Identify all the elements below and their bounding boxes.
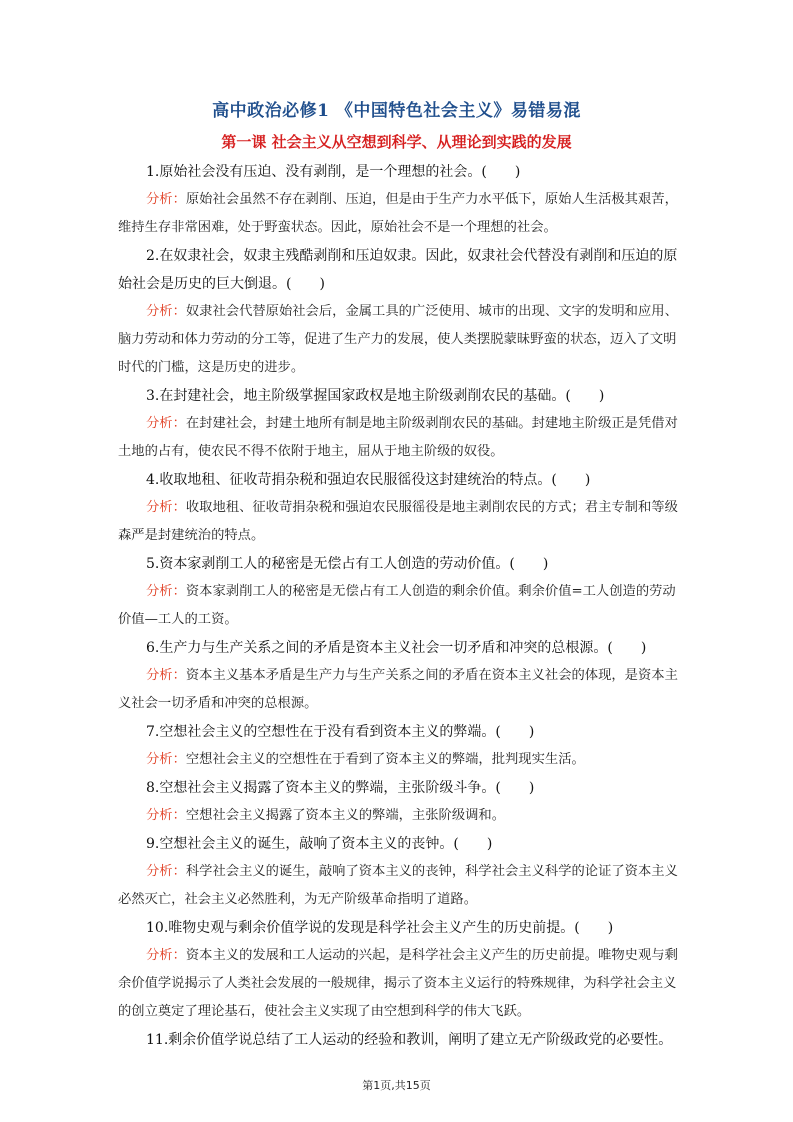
analysis-label: 分析： <box>146 752 186 767</box>
analysis-label: 分析： <box>146 668 186 683</box>
question-9: 9.空想社会主义的诞生，敲响了资本主义的丧钟。( ) <box>146 836 493 852</box>
analysis-text: 资本主义的发展和工人运动的兴起，是科学社会主义产生的历史前提。唯物史观与剩余价值学说揭示了人类社会发展的一般规律，揭示了资本主义运行的特殊规律，为科学社会主义的创立奠定了理论基石，使社会主义实现了由空想到科学的伟大飞跃。 <box>118 948 678 1019</box>
analysis-label: 分析： <box>146 500 186 515</box>
page-number: 第1页,共15页 <box>362 1079 431 1092</box>
analysis-text: 空想社会主义揭露了资本主义的弊端，主张阶级调和。 <box>185 808 506 823</box>
lesson-title: 第一课 社会主义从空想到科学、从理论到实践的发展 <box>221 133 572 151</box>
question-6: 6.生产力与生产关系之间的矛盾是资本主义社会一切矛盾和冲突的总根源。( ) <box>146 640 647 656</box>
analysis-label: 分析： <box>146 304 186 319</box>
analysis-label: 分析： <box>146 584 186 599</box>
analysis-2 <box>118 298 678 382</box>
question-2: 2.在奴隶社会，奴隶主残酷剥削和压迫奴隶。因此，奴隶社会代替没有剥削和压迫的原始社会是历史的巨大倒退。( ) <box>118 248 678 292</box>
analysis-10 <box>118 942 678 1026</box>
question-7: 7.空想社会主义的空想性在于没有看到资本主义的弊端。( ) <box>146 724 535 740</box>
analysis-3 <box>118 410 678 466</box>
question-4: 4.收取地租、征收苛捐杂税和强迫农民服徭役这封建统治的特点。( ) <box>146 472 591 488</box>
question-list <box>118 158 678 1054</box>
analysis-text: 收取地租、征收苛捐杂税和强迫农民服徭役是地主剥削农民的方式；君主专制和等级森严是封建统治的特点。 <box>118 500 678 543</box>
analysis-text: 资本主义基本矛盾是生产力与生产关系之间的矛盾在资本主义社会的体现，是资本主义社会一切矛盾和冲突的总根源。 <box>118 668 678 711</box>
analysis-4 <box>118 494 678 550</box>
analysis-8 <box>118 802 678 830</box>
analysis-label: 分析： <box>146 864 186 879</box>
analysis-label: 分析： <box>146 416 186 431</box>
analysis-7 <box>118 746 678 774</box>
question-8: 8.空想社会主义揭露了资本主义的弊端，主张阶级斗争。( ) <box>146 780 535 796</box>
analysis-5 <box>118 578 678 634</box>
analysis-text: 奴隶社会代替原始社会后，金属工具的广泛使用、城市的出现、文字的发明和应用、脑力劳动和体力劳动的分工等，促进了生产力的发展，使人类摆脱蒙昧野蛮的状态，迈入了文明时代的门槛，这是历史的进步。 <box>118 304 678 375</box>
analysis-label: 分析： <box>146 192 186 207</box>
analysis-text: 原始社会虽然不存在剥削、压迫，但是由于生产力水平低下，原始人生活极其艰苦，维持生存非常困难，处于野蛮状态。因此，原始社会不是一个理想的社会。 <box>118 192 678 235</box>
question-10: 10.唯物史观与剩余价值学说的发现是科学社会主义产生的历史前提。( ) <box>146 920 614 936</box>
analysis-text: 资本家剥削工人的秘密是无偿占有工人创造的剩余价值。剩余价值=工人创造的劳动价值—工人的工资。 <box>118 584 676 627</box>
question-3: 3.在封建社会，地主阶级掌握国家政权是地主阶级剥削农民的基础。( ) <box>146 388 605 404</box>
analysis-label: 分析： <box>146 948 186 963</box>
analysis-9 <box>118 858 678 914</box>
analysis-text: 空想社会主义的空想性在于看到了资本主义的弊端，批判现实生活。 <box>185 752 585 767</box>
analysis-text: 在封建社会，封建土地所有制是地主阶级剥削农民的基础。封建地主阶级正是凭借对土地的占有，使农民不得不依附于地主，屈从于地主阶级的奴役。 <box>118 416 678 459</box>
question-5: 5.资本家剥削工人的秘密是无偿占有工人创造的劳动价值。( ) <box>146 556 549 572</box>
analysis-1 <box>118 186 678 242</box>
question-11: 11.剩余价值学说总结了工人运动的经验和教训，阐明了建立无产阶级政党的必要性。 <box>146 1032 673 1048</box>
document-title: 高中政治必修1 《中国特色社会主义》易错易混 <box>212 101 581 121</box>
analysis-text: 科学社会主义的诞生，敲响了资本主义的丧钟，科学社会主义科学的论证了资本主义必然灭亡，社会主义必然胜利，为无产阶级革命指明了道路。 <box>118 864 678 907</box>
analysis-label: 分析： <box>146 808 186 823</box>
analysis-6 <box>118 662 678 718</box>
question-1: 1.原始社会没有压迫、没有剥削，是一个理想的社会。( ) <box>146 164 521 180</box>
